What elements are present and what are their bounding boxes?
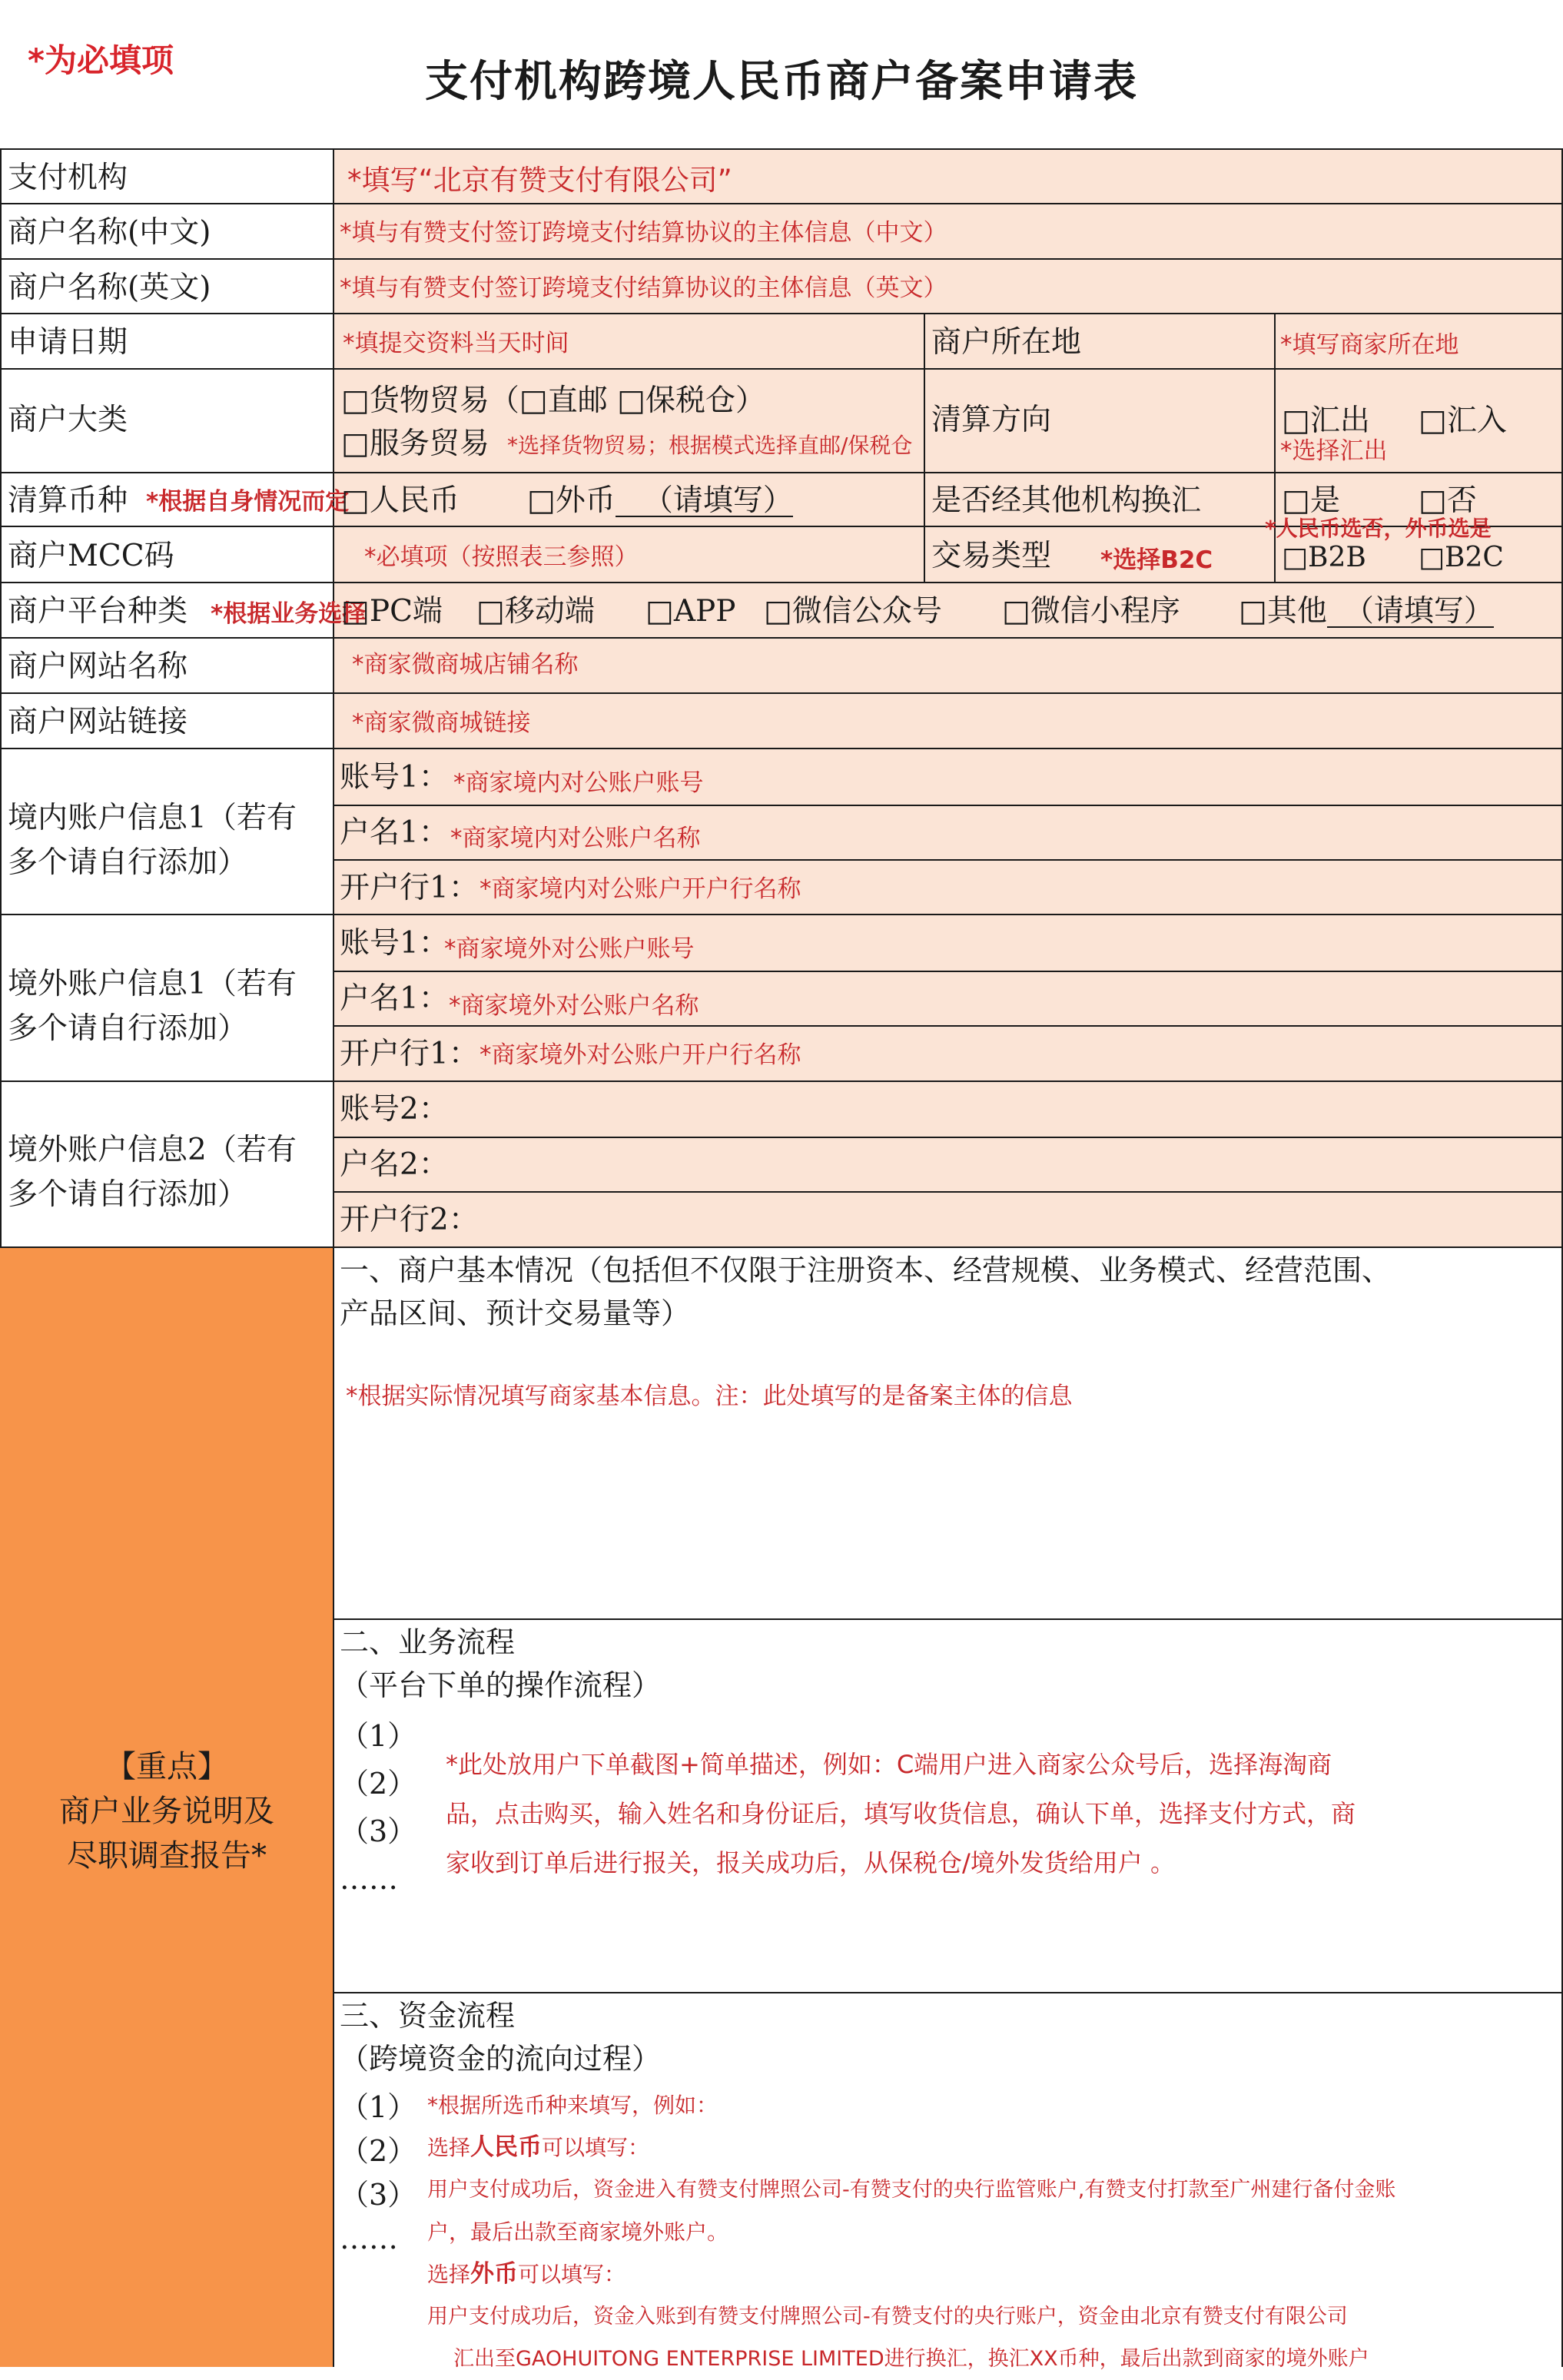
account-overseas-1-bank-label: 开户行1：	[340, 1037, 479, 1071]
section2-item-2: （2）	[340, 1767, 417, 1801]
section2-item-1: （1）	[340, 1719, 417, 1753]
section2-hint-line2: 品，点击购买，输入姓名和身份证后，填写收货信息，确认下单，选择支付方式，商	[446, 1799, 1356, 1828]
currency-label: 清算币种	[8, 483, 128, 518]
trade-b2c-option[interactable]: □B2C	[1419, 542, 1504, 573]
account-domestic-1-label-line2: 多个请自行添加）	[8, 845, 248, 880]
currency-fill-blank[interactable]: （请填写）	[616, 486, 793, 517]
account-overseas-1-label	[8, 962, 297, 1051]
platform-hint: *根据业务选择	[211, 600, 367, 628]
mcc-input[interactable]: *必填项（按照表三参照）	[364, 543, 639, 571]
trade-type-label: 交易类型	[931, 539, 1052, 573]
account-overseas-1-number-label: 账号1：	[340, 926, 449, 961]
account-overseas-2-label	[8, 1128, 297, 1217]
category-goods-option[interactable]: □货物贸易（□直邮 □保税仓）	[341, 383, 765, 418]
account-overseas-2-label-line1: 境外账户信息2（若有	[8, 1133, 297, 1167]
section2-hint-line3: 家收到订单后进行报关，报关成功后，从保税仓/境外发货给用户 。	[446, 1848, 1175, 1877]
category-label: 商户大类	[8, 403, 128, 437]
section1-input[interactable]: *根据实际情况填写商家基本信息。注：此处填写的是备案主体的信息	[346, 1383, 1073, 1410]
section3-item-more: ……	[340, 2222, 398, 2256]
section3-item-2: （2）	[340, 2134, 417, 2168]
settle-direction-label: 清算方向	[931, 403, 1052, 437]
platform-wechat-official-option[interactable]: □微信公众号	[764, 594, 942, 629]
currency-foreign-option[interactable]	[527, 483, 793, 518]
account-overseas-1-number-input[interactable]: *商家境外对公账户账号	[444, 935, 695, 963]
account-overseas-1-bank-input[interactable]: *商家境外对公账户开户行名称	[480, 1041, 801, 1069]
section2-input[interactable]	[446, 1740, 1356, 1887]
settle-in-option[interactable]: □汇入	[1419, 403, 1507, 438]
section2-hint-line1: *此处放用户下单截图+简单描述，例如：C端用户进入商家公众号后，选择海淘商	[446, 1750, 1332, 1779]
section2-title: 二、业务流程	[340, 1625, 516, 1659]
location-input[interactable]: *填写商家所在地	[1280, 331, 1459, 359]
section1-title-line2: 产品区间、预计交易量等）	[340, 1296, 691, 1330]
account-domestic-1-name-input[interactable]: *商家境内对公账户名称	[450, 825, 701, 852]
form-title: 支付机构跨境人民币商户备案申请表	[425, 56, 1138, 107]
category-service-option[interactable]: □服务贸易	[341, 427, 489, 461]
section2-item-3: （3）	[340, 1814, 417, 1848]
section3-hint-rmb: 选择人民币可以填写：	[427, 2133, 650, 2161]
currency-rmb-option[interactable]: □人民币	[341, 483, 460, 518]
section3-hint-fx-line2: 汇出至GAOHUITONG ENTERPRISE LIMITED进行换汇，换汇XX币种，最后出款到商家的境外账户	[453, 2347, 1369, 2371]
section3-subtitle: （跨境资金的流向过程）	[340, 2042, 662, 2076]
account-domestic-1-bank-input[interactable]: *商家境内对公账户开户行名称	[480, 875, 801, 903]
section3-hint-fx: 选择外币可以填写：	[427, 2260, 626, 2288]
report-side-label	[0, 1744, 334, 1878]
section2-items	[340, 1712, 416, 1903]
report-side-line3: 尽职调查报告*	[67, 1838, 267, 1874]
exchange-yes-option[interactable]: □是	[1282, 483, 1340, 518]
platform-label: 商户平台种类	[8, 594, 188, 629]
account-overseas-2-name-label[interactable]: 户名2：	[340, 1147, 449, 1182]
currency-hint: *根据自身情况而定	[146, 488, 350, 516]
section3-title: 三、资金流程	[340, 1999, 516, 2033]
platform-pc-option[interactable]: □PC端	[341, 594, 443, 629]
account-overseas-1-label-line1: 境外账户信息1（若有	[8, 967, 297, 1001]
account-overseas-1-name-label: 户名1：	[340, 981, 449, 1016]
platform-wechat-mini-option[interactable]: □微信小程序	[1002, 594, 1180, 629]
exchange-label: 是否经其他机构换汇	[931, 483, 1202, 518]
site-link-label: 商户网站链接	[8, 705, 188, 739]
account-overseas-2-number-label[interactable]: 账号2：	[340, 1092, 449, 1127]
settle-direction-hint: *选择汇出	[1280, 437, 1388, 465]
section3-hint-rmb-line2: 户，最后出款至商家境外账户。	[427, 2219, 729, 2245]
trade-b2b-option[interactable]: □B2B	[1282, 542, 1366, 573]
required-note: *为必填项	[28, 41, 174, 79]
category-hint: *选择货物贸易；根据模式选择直邮/保税仓	[507, 433, 913, 458]
location-label: 商户所在地	[931, 325, 1082, 360]
platform-fill-blank[interactable]: （请填写）	[1327, 596, 1494, 628]
section2-subtitle: （平台下单的操作流程）	[340, 1668, 662, 1702]
account-domestic-1-number-input[interactable]: *商家境内对公账户账号	[453, 769, 704, 797]
site-name-input[interactable]: *商家微商城店铺名称	[352, 651, 579, 679]
section3-hint-intro: *根据所选币种来填写，例如：	[427, 2093, 718, 2118]
report-side-line1: 【重点】	[105, 1749, 228, 1784]
apply-date-label: 申请日期	[8, 325, 128, 360]
section2-item-more: ……	[340, 1862, 398, 1896]
exchange-hint: *人民币选否，外币选是	[1265, 516, 1492, 541]
section3-hint-fx-line1: 用户支付成功后，资金入账到有赞支付牌照公司-有赞支付的央行账户，资金由北京有赞支付有限公司	[427, 2305, 1348, 2329]
account-overseas-1-label-line2: 多个请自行添加）	[8, 1011, 248, 1046]
account-domestic-1-number-label: 账号1：	[340, 760, 449, 795]
section3-hint-rmb-line1: 用户支付成功后，资金进入有赞支付牌照公司-有赞支付的央行监管账户,有赞支付打款至广州建行备付金账	[427, 2178, 1396, 2202]
platform-other-option[interactable]	[1239, 596, 1494, 628]
section3-input[interactable]	[427, 2084, 1557, 2380]
name-en-label: 商户名称(英文)	[8, 271, 211, 305]
account-overseas-1-name-input[interactable]: *商家境外对公账户名称	[449, 992, 699, 1020]
report-side-line2: 商户业务说明及	[59, 1794, 274, 1829]
apply-date-input[interactable]: *填提交资料当天时间	[343, 330, 569, 357]
trade-type-hint: *选择B2C	[1100, 546, 1213, 574]
section3-item-3: （3）	[340, 2178, 417, 2212]
account-domestic-1-label	[8, 796, 297, 885]
section3-items	[340, 2086, 416, 2261]
platform-mobile-option[interactable]: □移动端	[476, 594, 595, 629]
name-en-input[interactable]: *填与有赞支付签订跨境支付结算协议的主体信息（英文）	[340, 274, 947, 302]
institution-label: 支付机构	[8, 161, 128, 195]
account-domestic-1-label-line1: 境内账户信息1（若有	[8, 801, 297, 835]
site-name-label: 商户网站名称	[8, 649, 188, 684]
exchange-no-option[interactable]: □否	[1419, 483, 1477, 518]
site-link-input[interactable]: *商家微商城链接	[352, 709, 531, 737]
account-overseas-2-label-line2: 多个请自行添加）	[8, 1177, 248, 1212]
institution-input[interactable]: *填写“北京有赞支付有限公司”	[347, 164, 732, 197]
account-overseas-2-bank-label[interactable]: 开户行2：	[340, 1203, 479, 1237]
account-domestic-1-name-label: 户名1：	[340, 815, 449, 850]
name-cn-input[interactable]: *填与有赞支付签订跨境支付结算协议的主体信息（中文）	[340, 219, 947, 247]
name-cn-label: 商户名称(中文)	[8, 215, 211, 250]
account-domestic-1-bank-label: 开户行1：	[340, 871, 479, 905]
platform-other-label: □其他	[1239, 594, 1327, 629]
section3-item-1: （1）	[340, 2090, 417, 2124]
currency-foreign-label: □外币	[527, 483, 616, 518]
mcc-label: 商户MCC码	[8, 539, 174, 573]
settle-out-option[interactable]: □汇出	[1282, 403, 1370, 438]
section1-title-line1: 一、商户基本情况（包括但不仅限于注册资本、经营规模、业务模式、经营范围、	[340, 1253, 1392, 1287]
platform-app-option[interactable]: □APP	[645, 594, 736, 629]
